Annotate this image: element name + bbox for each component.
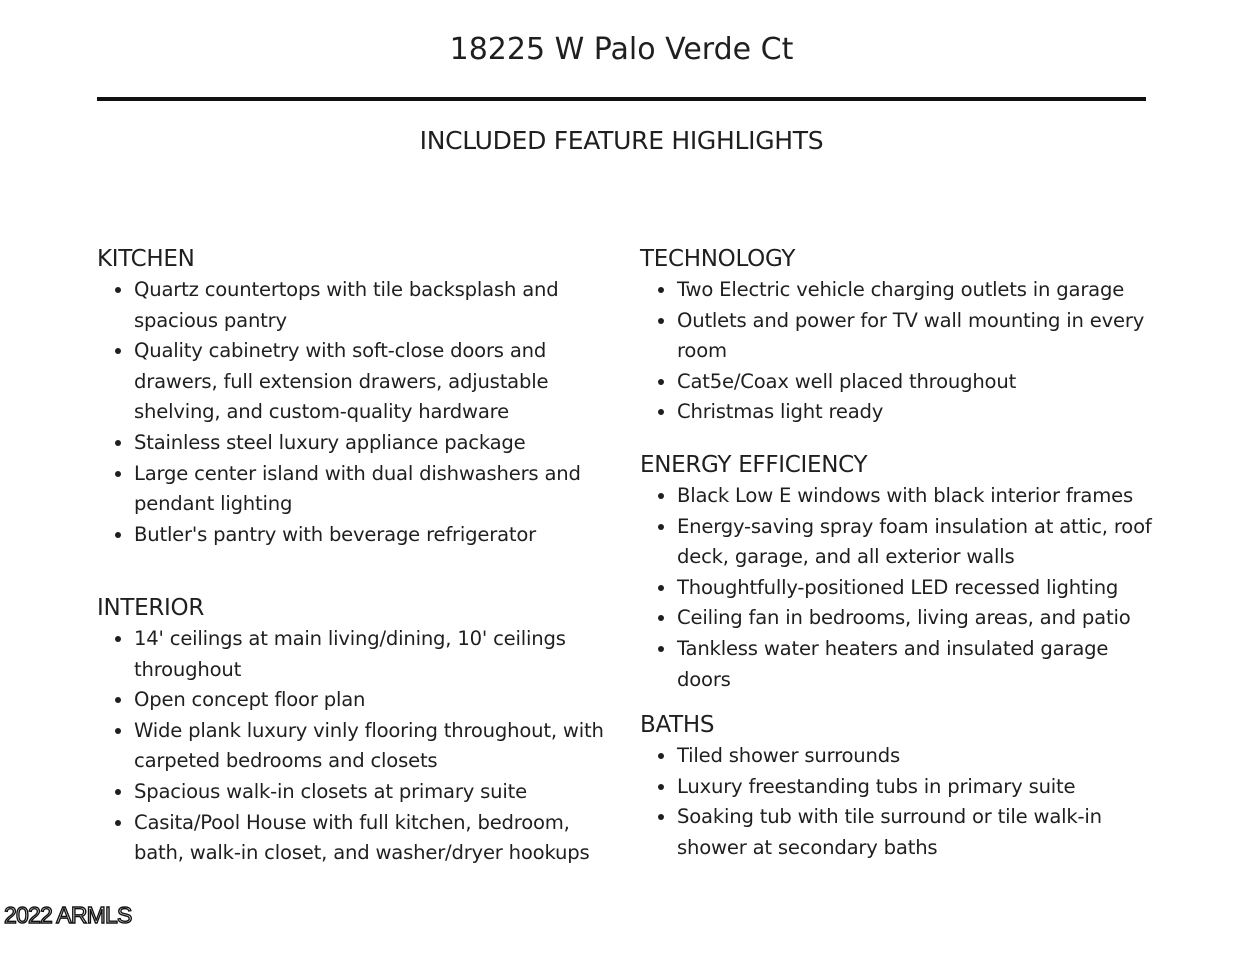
list-item: • Energy-saving spray foam insulation at attic, roof deck, garage, and all exterior walls xyxy=(677,512,1160,573)
list-item: • Christmas light ready xyxy=(677,397,1160,428)
list-item: • Butler's pantry with beverage refrigerator xyxy=(134,520,597,551)
list-item: • Quality cabinetry with soft-close doors and drawers, full extension drawers, adjustable shelving, and custom-quality hardware xyxy=(134,336,597,428)
list-item: • Tiled shower surrounds xyxy=(677,741,1140,772)
list-item: • Ceiling fan in bedrooms, living areas, and patio xyxy=(677,603,1160,634)
list-item: • Outlets and power for TV wall mounting in every room xyxy=(677,306,1160,367)
section-baths xyxy=(640,710,1140,863)
feature-list xyxy=(640,741,1140,863)
list-item: • Casita/Pool House with full kitchen, bedroom, bath, walk-in closet, and washer/dryer hookups xyxy=(134,808,617,869)
section-heading: INTERIOR xyxy=(97,595,205,621)
page-title: 18225 W Palo Verde Ct xyxy=(449,32,794,67)
list-item: • Luxury freestanding tubs in primary suite xyxy=(677,772,1140,803)
list-item: • Spacious walk-in closets at primary suite xyxy=(134,777,617,808)
page-subtitle: INCLUDED FEATURE HIGHLIGHTS xyxy=(419,126,824,155)
list-item: • Soaking tub with tile surround or tile walk-in shower at secondary baths xyxy=(677,802,1140,863)
feature-list xyxy=(640,481,1160,695)
section-heading: TECHNOLOGY xyxy=(640,246,796,272)
copyright-watermark: 2022 ARMLS xyxy=(4,902,132,928)
section-energy-efficiency xyxy=(640,450,1160,695)
section-heading: KITCHEN xyxy=(97,246,195,272)
divider xyxy=(97,97,1146,101)
section-technology xyxy=(640,244,1160,428)
section-interior xyxy=(97,593,617,869)
list-item: • Thoughtfully-positioned LED recessed lighting xyxy=(677,573,1160,604)
section-heading: ENERGY EFFICIENCY xyxy=(640,452,868,478)
feature-list xyxy=(97,275,597,550)
feature-list xyxy=(97,624,617,869)
list-item: • Stainless steel luxury appliance package xyxy=(134,428,597,459)
list-item: • Quartz countertops with tile backsplash and spacious pantry xyxy=(134,275,597,336)
section-kitchen xyxy=(97,244,597,550)
list-item: • Cat5e/Coax well placed throughout xyxy=(677,367,1160,398)
feature-list xyxy=(640,275,1160,428)
list-item: • 14' ceilings at main living/dining, 10' ceilings throughout xyxy=(134,624,617,685)
list-item: • Black Low E windows with black interior frames xyxy=(677,481,1160,512)
list-item: • Tankless water heaters and insulated garage doors xyxy=(677,634,1160,695)
list-item: • Open concept floor plan xyxy=(134,685,617,716)
list-item: • Large center island with dual dishwashers and pendant lighting xyxy=(134,459,597,520)
list-item: • Two Electric vehicle charging outlets in garage xyxy=(677,275,1160,306)
list-item: • Wide plank luxury vinly flooring throughout, with carpeted bedrooms and closets xyxy=(134,716,617,777)
section-heading: BATHS xyxy=(640,712,715,738)
